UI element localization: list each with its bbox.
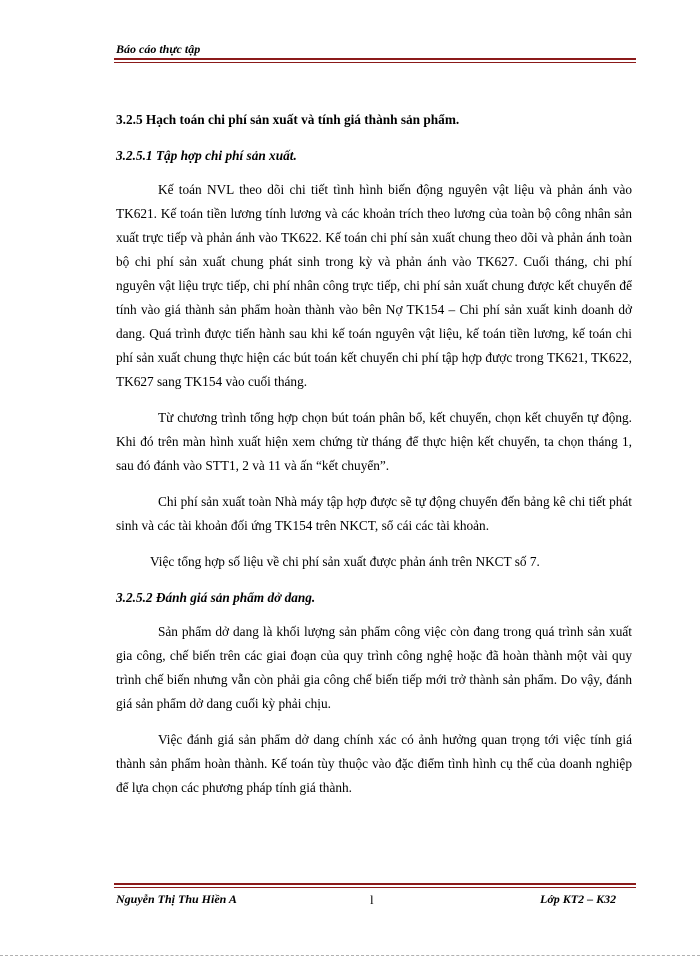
page-header-title: Báo cáo thực tập <box>116 42 201 56</box>
paragraph: Kế toán NVL theo dõi chi tiết tình hình biến động nguyên vật liệu và phản ánh vào TK621. Kế toán tiền lương tính lương và các khoản trích theo lương của toàn bộ công nhân sản xuất trực tiếp và phản ánh vào TK622. Kế toán chi phí sản xuất chung theo dõi và phản ánh toàn bộ chi phí sản xuất chung phát sinh trong kỳ và phản ánh vào TK627. Cuối tháng, chi phí nguyên vật liệu trực tiếp, chi phí nhân công trực tiếp, chi phí sản xuất chung được kết chuyển để tính vào giá thành sản phẩm hoàn thành vào bên Nợ TK154 – Chi phí sản xuất kinh doanh dở dang. Quá trình được tiến hành sau khi kế toán nguyên vật liệu, kế toán tiền lương, kế toán chi phí sản xuất chung thực hiện các bút toán kết chuyển chi phí tập hợp được trong TK621, TK622, TK627 sang TK154 vào cuối tháng. <box>116 182 632 389</box>
paragraph: Chi phí sản xuất toàn Nhà máy tập hợp được sẽ tự động chuyển đến bảng kê chi tiết phát sinh và các tài khoản đối ứng TK154 trên NKCT, sổ cái các tài khoản. <box>116 494 632 533</box>
header-rule-thin <box>114 62 636 63</box>
paragraph: Việc tổng hợp số liệu về chi phí sản xuất được phản ánh trên NKCT số 7. <box>150 554 540 569</box>
page-break-divider <box>0 955 700 956</box>
section-heading-3-2-5: 3.2.5 Hạch toán chi phí sản xuất và tính giá thành sản phẩm. <box>116 112 460 127</box>
footer-author: Nguyễn Thị Thu Hiền A <box>116 892 237 906</box>
paragraph: Từ chương trình tổng hợp chọn bút toán phân bổ, kết chuyển, chọn kết chuyển tự động. Khi đó trên màn hình xuất hiện xem chứng từ tháng để thực hiện kết chuyển, ta chọn tháng 1, sau đó đánh vào STT1, 2 và 11 và ấn “kết chuyển”. <box>116 410 632 473</box>
footer-page-number: l <box>370 892 374 907</box>
footer-rule <box>114 883 636 885</box>
subsection-heading-3-2-5-1: 3.2.5.1 Tập hợp chi phí sản xuất. <box>116 148 297 163</box>
footer-class: Lớp KT2 – K32 <box>540 892 617 906</box>
footer-rule-thin <box>114 887 636 888</box>
document-body <box>116 108 632 812</box>
paragraph: Sản phẩm dở dang là khối lượng sản phẩm công việc còn đang trong quá trình sản xuất gia công, chế biến trên các giai đoạn của quy trình công nghệ hoặc đã hoàn thành một vài quy trình chế biến nhưng vẫn còn phải gia công chế biến tiếp mới trở thành sản phẩm. Do vậy, đánh giá sản phẩm dở dang cuối kỳ phải chịu. <box>116 624 632 711</box>
subsection-heading-3-2-5-2: 3.2.5.2 Đánh giá sản phẩm dở dang. <box>116 590 316 605</box>
header-rule <box>114 58 636 60</box>
paragraph: Việc đánh giá sản phẩm dở dang chính xác có ảnh hưởng quan trọng tới việc tính giá thành sản phẩm hoàn thành. Kế toán tùy thuộc vào đặc điểm tình hình cụ thể của doanh nghiệp để lựa chọn các phương pháp tính giá thành. <box>116 732 632 795</box>
